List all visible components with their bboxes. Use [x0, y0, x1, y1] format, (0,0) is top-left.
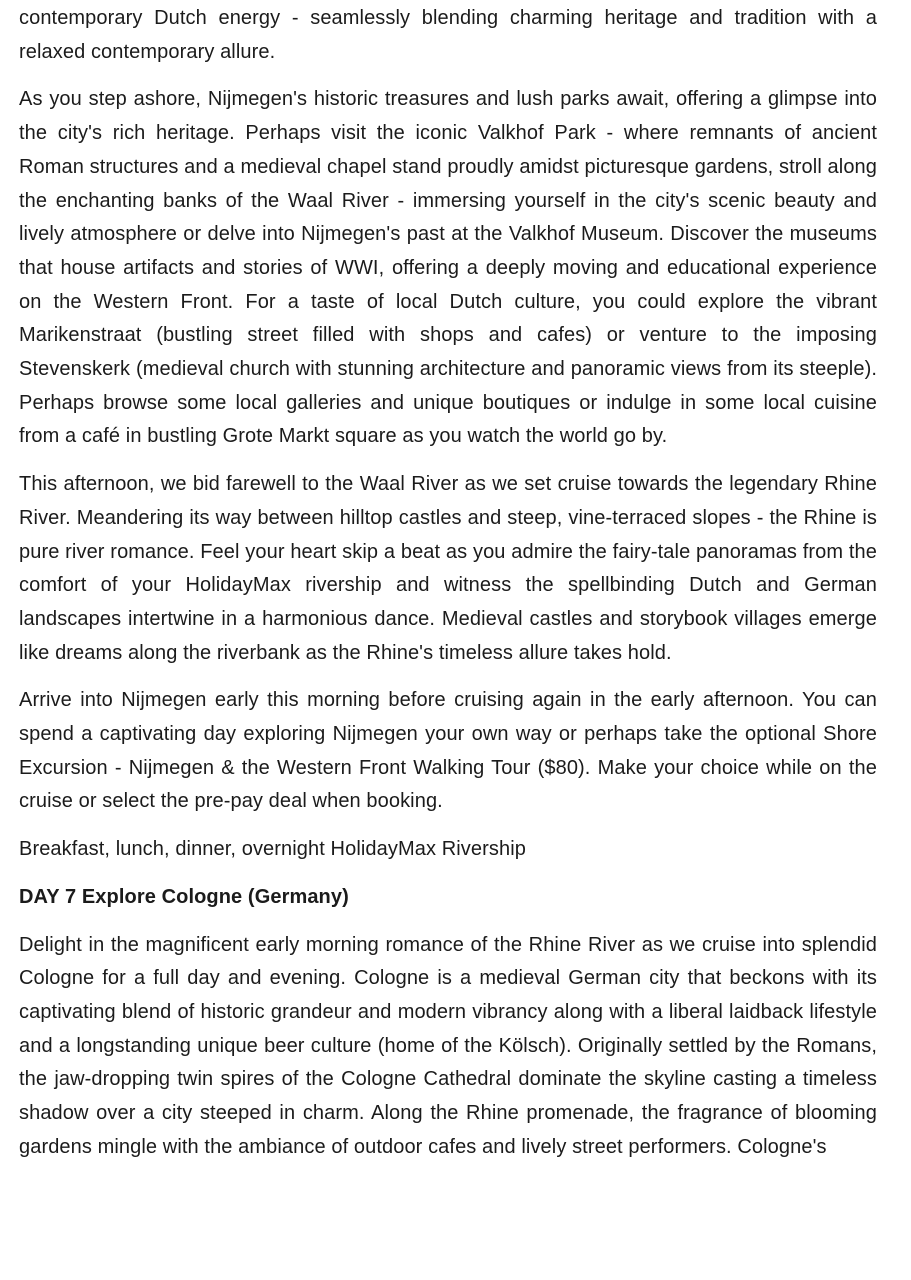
- itinerary-paragraph: Arrive into Nijmegen early this morning before cruising again in the early afternoon. You can spend a captivating day exploring Nijmegen your own way or perhaps take the optional Shore Excursion - Nijmegen & the Western Front Walking Tour ($80). Make your choice while on the cruise or select the pre-pay deal when booking.: [19, 689, 877, 813]
- itinerary-paragraph: Delight in the magnificent early morning romance of the Rhine River as we cruise into splendid Cologne for a full day and evening. Cologne is a medieval German city that beckons with its captivating blend of historic grandeur and modern vibrancy along with a liberal laidback lifestyle and a longstanding unique beer culture (home of the Kölsch). Originally settled by the Romans, the jaw-dropping twin spires of the Cologne Cathedral dominate the skyline casting a timeless shadow over a city steeped in charm. Along the Rhine promenade, the fragrance of blooming gardens mingle with the ambiance of outdoor cafes and lively street performers. Cologne's: [19, 933, 877, 1158]
- itinerary-paragraph: contemporary Dutch energy - seamlessly blending charming heritage and tradition with a relaxed contemporary allure.: [19, 7, 877, 63]
- itinerary-paragraph: Breakfast, lunch, dinner, overnight HolidayMax Rivership: [19, 838, 526, 861]
- day-7-heading: DAY 7 Explore Cologne (Germany): [19, 885, 349, 908]
- itinerary-paragraph: This afternoon, we bid farewell to the Waal River as we set cruise towards the legendary Rhine River. Meandering its way between hilltop castles and steep, vine-terraced slopes - the Rhine is pure river romance. Feel your heart skip a beat as you admire the fairy-tale panoramas from the comfort of your HolidayMax rivership and witness the spellbinding Dutch and German landscapes intertwine in a harmonious dance. Medieval castles and storybook villages emerge like dreams along the riverbank as the Rhine's timeless allure takes hold.: [19, 473, 877, 664]
- itinerary-paragraph: As you step ashore, Nijmegen's historic treasures and lush parks await, offering a glimpse into the city's rich heritage. Perhaps visit the iconic Valkhof Park - where remnants of ancient Roman structures and a medieval chapel stand proudly amidst picturesque gardens, stroll along the enchanting banks of the Waal River - immersing yourself in the city's scenic beauty and lively atmosphere or delve into Nijmegen's past at the Valkhof Museum. Discover the museums that house artifacts and stories of WWI, offering a deeply moving and educational experience on the Western Front. For a taste of local Dutch culture, you could explore the vibrant Marikenstraat (bustling street filled with shops and cafes) or venture to the imposing Stevenskerk (medieval church with stunning architecture and panoramic views from its steeple). Perhaps browse some local galleries and unique boutiques or indulge in some local cuisine from a café in bustling Grote Markt square as you watch the world go by.: [19, 88, 877, 448]
